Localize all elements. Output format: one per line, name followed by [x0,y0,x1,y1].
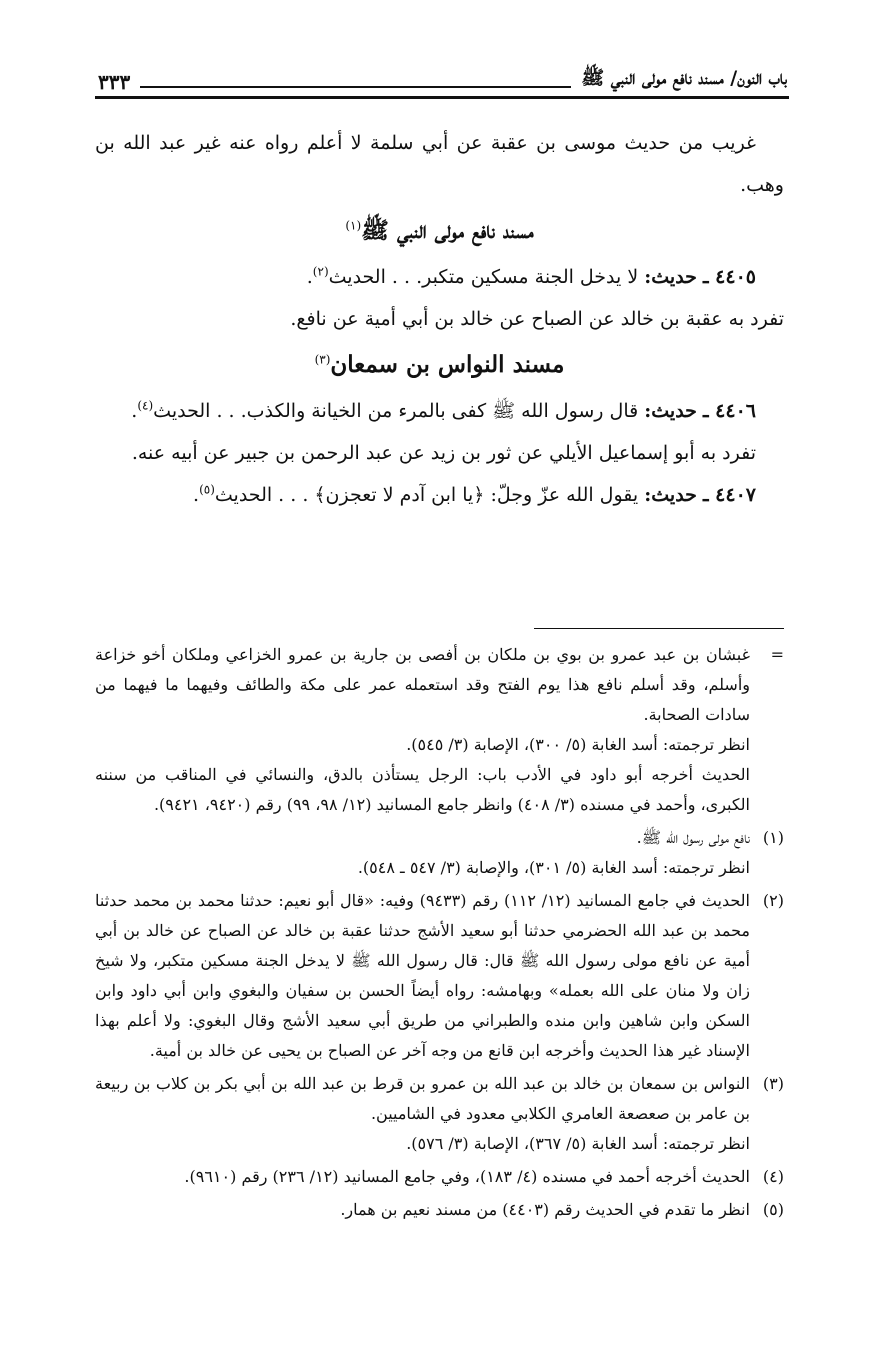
hadith-number: ٤٤٠٥ ـ [702,266,756,288]
footnote-3 [95,1069,784,1159]
footnote-line: الحديث في جامع المسانيد (١٢/ ١١٢) رقم (٩٤٣٣) وفيه: «قال أبو نعيم: حدثنا محمد بن محمد حدثنا محمد بن عبد الله الحضرمي حدثنا أبو سعيد الأشج حدثنا عقبة بن خالد عن الصباح عن خالد بن أبي أمية عن نافع مولى رسول الله ﷺ قال: قال رسول الله ﷺ لا يدخل الجنة مسكين متكبر، ولا شيخ زان ولا منان على الله بعمله» وبهامشه: رواه أيضاً الحسن بن سفيان والبغوي وابن أبي داود وابن السكن وابن شاهين وابن منده والطبراني من طريق أبي سعيد الأشج وقال البغوي: ولا أعلم بهذا الإسناد غير هذا الحديث وأخرجه ابن قانع من وجه آخر عن الصباح بن يحيى عن خالد بن أمية. [95,891,751,1060]
footnote-marker: = [770,645,784,664]
footnote-marker: (١) [762,828,784,847]
footnote-ref: (٢) [312,264,329,279]
hadith-keyword: حديث: [644,266,697,288]
footnote-5 [95,1195,784,1225]
header-inline-rule [140,86,571,88]
section-heading-text: مسند النواس بن سمعان [330,351,565,378]
section-heading-nawwas [95,342,784,388]
footnotes [95,640,784,1228]
footnote-marker: (٤) [762,1167,784,1186]
hadith-text: يقول الله عزّ وجلّ: ﴿يا ابن آدم لا تعجزن﴾ . . . الحديث [214,484,639,506]
main-text [95,122,784,516]
footnote-marker: (٢) [762,891,784,910]
section-heading-text: مسند نافع مولى النبي ﷺ [361,217,534,244]
footnote-ref: (٤) [137,398,154,413]
hadith-4407: ٤٤٠٧ ـ حديث: يقول الله عزّ وجلّ: ﴿يا ابن آدم لا تعجزن﴾ . . . الحديث$^{(٥)}$. [193,482,756,506]
footnote-separator [534,628,784,629]
running-header [98,58,787,94]
footnote-line: غبشان بن عبد عمرو بن بوي بن ملكان بن أفصى بن جارية بن عمرو الخزاعي وملكان أخو خزاعة وأسلم، وقد أسلم نافع هذا يوم الفتح وقد استعمله عمر على مكة والطائف وفيهما ما فيهما من سادات الصحابة. [95,645,750,724]
footnote-line: انظر ما تقدم في الحديث رقم (٤٤٠٣) من مسند نعيم بن همار. [340,1200,750,1219]
hadith-number: ٤٤٠٦ ـ [702,400,756,422]
footnote-marker: (٥) [762,1200,784,1219]
page-number: ٣٣٣ [98,70,131,94]
running-title: باب النون/ مسند نافع مولى النبي ﷺ [581,67,787,89]
footnote-line: انظر ترجمته: أسد الغابة (٥/ ٣٠١)، والإصابة (٣/ ٥٤٧ ـ ٥٤٨). [357,858,750,877]
header-rule [95,96,789,99]
footnote-line: انظر ترجمته: أسد الغابة (٥/ ٣٦٧)، الإصابة (٣/ ٥٧٦). [406,1134,750,1153]
footnote-ref: (١) [345,218,362,233]
footnote-continuation [95,640,784,820]
hadith-keyword: حديث: [644,400,697,422]
footnote-ref: (٥) [199,482,215,497]
hadith-number: ٤٤٠٧ ـ [702,484,756,506]
section-heading-nafi [95,208,784,254]
footnote-ref: (٣) [314,352,331,367]
footnote-4 [95,1162,784,1192]
footnote-marker: (٣) [762,1074,784,1093]
hadith-keyword: حديث: [644,484,697,506]
footnote-line: الحديث أخرجه أبو داود في الأدب باب: الرجل يستأذن بالدق، والنسائي في المناقب من سننه الكبرى، وأحمد في مسنده (٣/ ٤٠٨) وانظر جامع المسانيد (١٢/ ٩٨، ٩٩) رقم (٩٤٢٠، ٩٤٢١). [95,765,750,814]
hadith-text: قال رسول الله ﷺ كفى بالمرء من الخيانة والكذب. . . الحديث [153,400,639,422]
intro-paragraph: غريب من حديث موسى بن عقبة عن أبي سلمة لا أعلم رواه عنه غير عبد الله بن وهب. [95,132,784,196]
footnote-line: النواس بن سمعان بن خالد بن عبد الله بن عمرو بن قرط بن عبد الله بن أبي بكر بن كلاب بن ربيعة بن عامر بن صعصعة العامري الكلابي معدود في الشاميين. [95,1074,750,1123]
footnote-line: نافع مولى رسول الله ﷺ. [636,828,750,847]
hadith-comment: تفرد به عقبة بن خالد عن الصباح عن خالد بن أبي أمية عن نافع. [290,308,784,330]
hadith-comment: تفرد به أبو إسماعيل الأيلي عن ثور بن زيد عن عبد الرحمن بن جبير عن أبيه عنه. [131,442,756,464]
footnote-1 [95,823,784,883]
hadith-4406: ٤٤٠٦ ـ حديث: قال رسول الله ﷺ كفى بالمرء من الخيانة والكذب. . . الحديث$^{(٤)}$. [131,398,756,422]
footnote-2 [95,886,784,1066]
footnote-line: الحديث أخرجه أحمد في مسنده (٤/ ١٨٣)، وفي جامع المسانيد (١٢/ ٢٣٦) رقم (٩٦١٠). [184,1167,750,1186]
hadith-4405: ٤٤٠٥ ـ حديث: لا يدخل الجنة مسكين متكبر. . . الحديث$^{(٢)}$. [306,264,756,288]
footnote-line: انظر ترجمته: أسد الغابة (٥/ ٣٠٠)، الإصابة (٣/ ٥٤٥). [406,735,750,754]
hadith-text: لا يدخل الجنة مسكين متكبر. . . الحديث [328,266,639,288]
